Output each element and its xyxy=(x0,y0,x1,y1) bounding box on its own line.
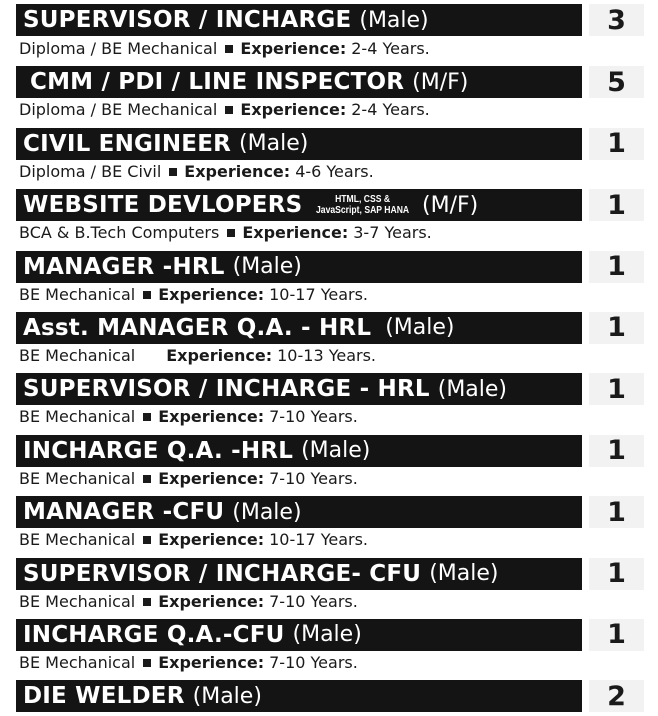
job-qualification: BE Mechanical xyxy=(19,652,136,672)
experience-colon: : xyxy=(257,407,265,427)
experience-value: 3-7 Years. xyxy=(353,223,432,243)
experience-label: Experience xyxy=(240,100,340,120)
experience-colon: : xyxy=(257,530,265,550)
job-count: 1 xyxy=(607,435,626,467)
square-bullet-icon xyxy=(227,229,235,237)
square-bullet-icon xyxy=(151,352,159,360)
job-title-bar xyxy=(16,128,582,160)
square-bullet-icon xyxy=(143,598,151,606)
experience-label: Experience xyxy=(242,223,342,243)
experience-value: 7-10 Years. xyxy=(269,652,358,672)
job-count-box xyxy=(589,128,644,160)
job-qualification: BE Mechanical xyxy=(19,468,136,488)
tech-stack-line: HTML, CSS & xyxy=(335,193,391,206)
job-title: SUPERVISOR / INCHARGE xyxy=(23,7,352,33)
job-details xyxy=(19,100,430,120)
job-details xyxy=(19,39,430,59)
job-title: Asst. MANAGER Q.A. - HRL xyxy=(23,314,372,341)
job-gender: (Male) xyxy=(232,499,302,525)
job-title-bar xyxy=(16,496,582,528)
square-bullet-icon xyxy=(143,659,151,667)
experience-colon: : xyxy=(339,39,347,58)
job-title-bar xyxy=(16,4,582,36)
experience-label: Experience xyxy=(158,407,258,427)
job-title-bar xyxy=(16,435,582,467)
square-bullet-icon xyxy=(225,45,233,53)
job-row-website-developers xyxy=(0,184,658,245)
square-bullet-icon xyxy=(143,475,151,483)
job-qualification: BE Mechanical xyxy=(19,284,136,304)
job-title-bar xyxy=(16,312,582,344)
job-title: CMM / PDI / LINE INSPECTOR xyxy=(30,69,405,96)
job-title-bar xyxy=(16,558,582,590)
square-bullet-icon xyxy=(143,291,151,299)
job-count: 1 xyxy=(607,251,626,283)
experience-colon: : xyxy=(341,223,349,243)
experience-label: Experience xyxy=(158,530,258,550)
job-qualification: Diploma / BE Mechanical xyxy=(19,39,218,58)
job-count: 1 xyxy=(607,128,626,160)
job-count-box xyxy=(589,312,644,344)
experience-colon: : xyxy=(257,591,265,611)
experience-colon: : xyxy=(339,100,347,120)
job-gender: (Male) xyxy=(232,254,302,280)
job-gender: (Male) xyxy=(385,315,455,341)
job-gender: (Male) xyxy=(239,131,309,157)
experience-colon: : xyxy=(265,345,273,365)
square-bullet-icon xyxy=(225,106,233,114)
job-row-cmm-pdi-line-inspector xyxy=(0,61,658,122)
experience-value: 7-10 Years. xyxy=(269,407,358,427)
job-title: SUPERVISOR / INCHARGE- CFU xyxy=(23,560,422,587)
job-details xyxy=(19,285,368,305)
job-title-bar xyxy=(16,373,582,405)
job-details xyxy=(19,530,368,550)
job-count: 1 xyxy=(607,312,626,344)
job-title: INCHARGE Q.A.-CFU xyxy=(23,621,285,648)
job-gender: (Male) xyxy=(359,7,429,33)
square-bullet-icon xyxy=(169,168,177,176)
experience-value: 7-10 Years. xyxy=(269,591,358,611)
job-title-bar xyxy=(16,66,582,98)
job-count-box xyxy=(589,4,644,36)
job-count: 1 xyxy=(607,373,626,405)
job-title-bar xyxy=(16,619,582,651)
job-title: MANAGER -HRL xyxy=(23,253,225,280)
job-qualification: Diploma / BE Civil xyxy=(19,161,162,181)
job-title: DIE WELDER xyxy=(23,683,185,710)
job-count-box xyxy=(589,435,644,467)
job-title-bar xyxy=(16,680,582,712)
experience-label: Experience xyxy=(158,652,258,672)
job-count-box xyxy=(589,496,644,528)
experience-label: Experience xyxy=(158,468,258,488)
tech-stack-line: JavaScript, SAP HANA xyxy=(316,204,410,217)
job-count-box xyxy=(589,558,644,590)
experience-value: 2-4 Years. xyxy=(351,100,430,120)
job-gender: (M/F) xyxy=(412,69,469,95)
experience-value: 10-13 Years. xyxy=(277,345,376,365)
job-gender: (Male) xyxy=(192,683,262,709)
job-count: 2 xyxy=(607,680,626,712)
job-count: 1 xyxy=(607,496,626,528)
job-qualification: BCA & B.Tech Computers xyxy=(19,223,220,243)
job-row-supervisor-incharge-hrl xyxy=(0,368,658,429)
experience-label: Experience xyxy=(158,284,258,304)
job-count-box xyxy=(589,189,644,221)
job-row-civil-engineer xyxy=(0,123,658,184)
job-count-box xyxy=(589,373,644,405)
job-count-box xyxy=(589,251,644,283)
job-title: INCHARGE Q.A. -HRL xyxy=(23,437,294,464)
job-row-asst-manager-qa-hrl xyxy=(0,307,658,368)
job-row-supervisor-incharge-cfu xyxy=(0,553,658,614)
job-details xyxy=(19,469,358,489)
job-qualification: BE Mechanical xyxy=(19,591,136,611)
job-details xyxy=(19,653,358,673)
job-details xyxy=(19,346,376,366)
job-qualification: BE Mechanical xyxy=(19,345,136,365)
job-gender: (Male) xyxy=(301,438,371,464)
job-qualification: BE Mechanical xyxy=(19,407,136,427)
job-title: CIVIL ENGINEER xyxy=(23,130,232,157)
job-details xyxy=(19,162,374,182)
job-title: SUPERVISOR / INCHARGE - HRL xyxy=(23,376,430,403)
experience-value: 10-17 Years. xyxy=(269,284,368,304)
experience-value: 2-4 Years. xyxy=(351,39,430,58)
job-count-box xyxy=(589,66,644,98)
experience-colon: : xyxy=(257,652,265,672)
experience-value: 10-17 Years. xyxy=(269,530,368,550)
job-count: 1 xyxy=(607,558,626,590)
job-qualification: Diploma / BE Mechanical xyxy=(19,100,218,120)
job-title-bar xyxy=(16,251,582,283)
job-details xyxy=(19,407,358,427)
job-count-box xyxy=(589,619,644,651)
job-details xyxy=(19,592,358,612)
job-row-supervisor-incharge xyxy=(0,0,658,61)
job-qualification: BE Mechanical xyxy=(19,530,136,550)
experience-value: 4-6 Years. xyxy=(295,161,374,181)
job-row-incharge-qa-cfu xyxy=(0,614,658,675)
job-gender: (Male) xyxy=(437,376,508,402)
job-count: 1 xyxy=(607,619,626,651)
job-count: 3 xyxy=(607,4,626,36)
job-count-box xyxy=(589,680,644,712)
job-count: 1 xyxy=(607,189,626,221)
job-row-manager-cfu xyxy=(0,491,658,552)
job-row-incharge-qa-hrl xyxy=(0,430,658,491)
experience-colon: : xyxy=(257,284,265,304)
job-title: WEBSITE DEVLOPERS xyxy=(23,192,303,219)
job-gender: (M/F) xyxy=(422,192,479,218)
job-details xyxy=(19,223,432,243)
experience-label: Experience xyxy=(158,591,258,611)
job-title-bar xyxy=(16,189,582,221)
job-gender: (Male) xyxy=(429,561,499,587)
job-gender: (Male) xyxy=(292,622,362,648)
job-tech-stack xyxy=(316,194,409,216)
square-bullet-icon xyxy=(143,536,151,544)
experience-label: Experience xyxy=(184,161,284,181)
job-title: MANAGER -CFU xyxy=(23,499,225,526)
job-row-die-welder xyxy=(0,675,658,716)
experience-colon: : xyxy=(257,468,265,488)
square-bullet-icon xyxy=(143,413,151,421)
experience-value: 7-10 Years. xyxy=(269,468,358,488)
experience-label: Experience xyxy=(240,39,340,58)
job-count: 5 xyxy=(607,66,626,98)
experience-colon: : xyxy=(283,161,291,181)
experience-label: Experience xyxy=(166,345,266,365)
job-row-manager-hrl xyxy=(0,246,658,307)
